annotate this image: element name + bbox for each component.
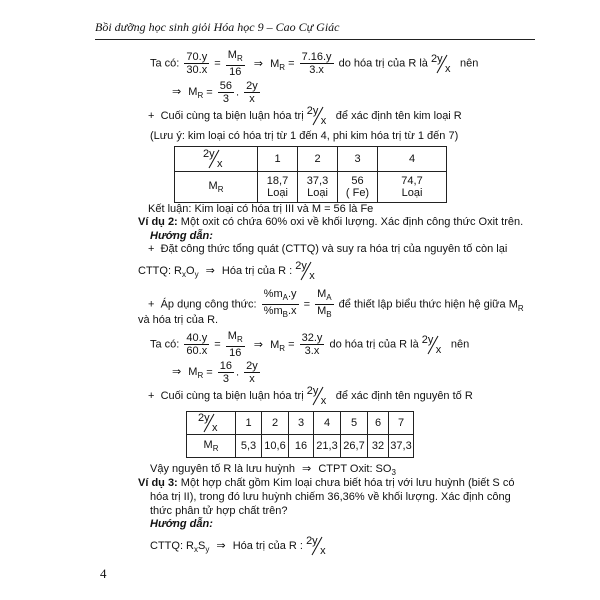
implies-arrow-icon: ⇒ [205,263,215,277]
example-2-statement: Ví dụ 2: Một oxit có chứa 60% oxi về khối lượng. Xác định công thức Oxit trên. [138,216,524,228]
conclusion-2: Vậy nguyên tố R là lưu huỳnh ⇒ CTPT Oxit: $SO_3$ [150,462,396,478]
mr-result-equation: ⇒ $M_R$ = $\frac{56}{3}$ . $\frac{2y}{x}$ [172,80,258,105]
fraction-16-3: $\frac{16}{3}$ [219,360,233,385]
header-rule [95,39,535,40]
implies-arrow-icon: ⇒ [172,365,182,379]
page-number: 4 [100,566,107,581]
fraction-mr-16: $\frac{M_R}{16}$ [227,330,243,360]
conclude-line-2: + Cuối cùng ta biện luận hóa trị 2y x để xác định tên nguyên tố R [148,385,473,407]
table-cell: 7 [389,412,414,435]
fraction-56-3: $\frac{56}{3}$ [219,80,233,105]
table-row [175,172,447,203]
ratio-equation-1: Ta có: $\frac{70.y}{30.x}$ = $\frac{M_R}{16}$ ⇒ $M_R$ = $\frac{7.16.y}{3.x}$ do hóa trị của R là 2y x nên [150,49,479,79]
fraction-32y-3x: $\frac{32.y}{3.x}$ [301,332,323,358]
table-cell: 56 ( Fe) [338,172,378,203]
table-cell: 1 [258,147,298,172]
table-cell: 74,7 Loại [378,172,447,203]
fraction-2y-x: $\frac{2y}{x}$ [246,80,258,105]
conclude-line-1: + Cuối cùng ta biện luận hóa trị 2y x để xác định tên kim loại R [148,105,462,127]
table-cell: 37,3 Loại [298,172,338,203]
table-cell: 5 [341,412,368,435]
valence-2y-over-x: 2y x [295,260,315,282]
table-cell: 32 [368,435,389,458]
example-3-line-1: Ví dụ 3: Một hợp chất gồm Kim loại chưa biết hóa trị với lưu huỳnh (biết S có [138,477,515,489]
ratio-equation-2: Ta có: $\frac{40.y}{60.x}$ = $\frac{M_R}{16}$ ⇒ $M_R$ = $\frac{32.y}{3.x}$ do hóa trị của R là 2y x nên [150,330,470,360]
fraction-40y-60x: $\frac{40.y}{60.x}$ [186,332,208,358]
step-2-line: + Áp dụng công thức: $\frac{\%m_A.y}{\%m_B.x}$ = $\frac{M_A}{M_B}$ để thiết lập biểu thức hiện hệ giữa $M_R$ [148,288,524,320]
step-2-continuation: và hóa trị của R. [138,314,219,326]
mr-result-equation-2: ⇒ $M_R$ = $\frac{16}{3}$ . $\frac{2y}{x}$ [172,360,258,385]
valence-2y-over-x: 2y x [198,412,218,434]
table-row [175,147,447,172]
example-3-line-2: hóa trị II), trong đó lưu huỳnh chiếm 36,36% về khối lượng. Xác định công [150,491,511,503]
fraction-percent-mass: $\frac{\%m_A.y}{\%m_B.x}$ [263,288,297,320]
implies-arrow-icon: ⇒ [216,538,226,552]
table-row [187,435,414,458]
fraction-mr-16: $\frac{M_R}{16}$ [227,49,243,79]
valence-2y-over-x: 2y x [430,52,451,75]
example-3-line-3: thức phân tử hợp chất trên? [150,505,288,517]
running-header: Bồi dưỡng học sinh giỏi Hóa học 9 – Cao Cự Giác [95,20,340,34]
valence-2y-over-x: 2y x [306,385,327,407]
implies-arrow-icon: ⇒ [302,462,312,475]
valence-2y-over-x: 2y x [306,105,327,127]
table-cell: 18,7 Loại [258,172,298,203]
mr-symbol: $M_R$ [270,57,286,72]
table-cell: 6 [368,412,389,435]
fraction-70y-30x: $\frac{70.y}{30.x}$ [186,51,208,77]
implies-arrow-icon: ⇒ [253,337,264,351]
table-cell: 5,3 [236,435,262,458]
guide-heading-2: Hướng dẫn: [150,230,213,242]
valence-2y-over-x: 2y x [306,535,326,557]
conclusion-1: Kết luận: Kim loại có hóa trị III và M = 56 là Fe [148,203,374,215]
table-header-cell [187,412,236,435]
valence-table-1 [174,146,447,203]
table-cell: 3 [289,412,314,435]
table-row-label: $M_R$ [187,435,236,458]
note-line: (Lưu ý: kim loại có hóa trị từ 1 đến 4, phi kim hóa trị từ 1 đến 7) [150,130,459,142]
implies-arrow-icon: ⇒ [253,56,264,70]
fraction-2y-x: $\frac{2y}{x}$ [246,360,258,385]
table-cell: 4 [378,147,447,172]
implies-arrow-icon: ⇒ [172,85,182,99]
table-cell: 2 [298,147,338,172]
mr-symbol: $M_R$ [188,86,204,101]
table-cell: 10,6 [262,435,289,458]
valence-table-2 [186,411,414,458]
table-row-label: $M_R$ [175,172,258,203]
table-cell: 3 [338,147,378,172]
table-cell: 26,7 [341,435,368,458]
table-cell: 21,3 [314,435,341,458]
step-1-line: + Đặt công thức tổng quát (CTTQ) và suy ra hóa trị của nguyên tố còn lại [148,243,508,255]
table-row [187,412,414,435]
guide-heading-3: Hướng dẫn: [150,518,213,530]
table-cell: 4 [314,412,341,435]
valence-2y-over-x: 2y x [421,333,442,356]
table-cell: 37,3 [389,435,414,458]
ta-co-label: Ta có: [150,57,180,70]
table-header-cell [175,147,258,172]
table-cell: 1 [236,412,262,435]
valence-2y-over-x: 2y x [203,148,223,170]
table-cell: 2 [262,412,289,435]
cttq-sulfide-line: CTTQ: $R_xS_y$ ⇒ Hóa trị của R : 2y x [150,535,332,557]
cttq-oxide-line: CTTQ: $R_xO_y$ ⇒ Hóa trị của R : 2y x [138,260,321,282]
fraction-7-16-y: $\frac{7.16.y}{3.x}$ [301,51,332,77]
table-cell: 16 [289,435,314,458]
fraction-ma-mb: $\frac{M_A}{M_B}$ [317,288,332,320]
